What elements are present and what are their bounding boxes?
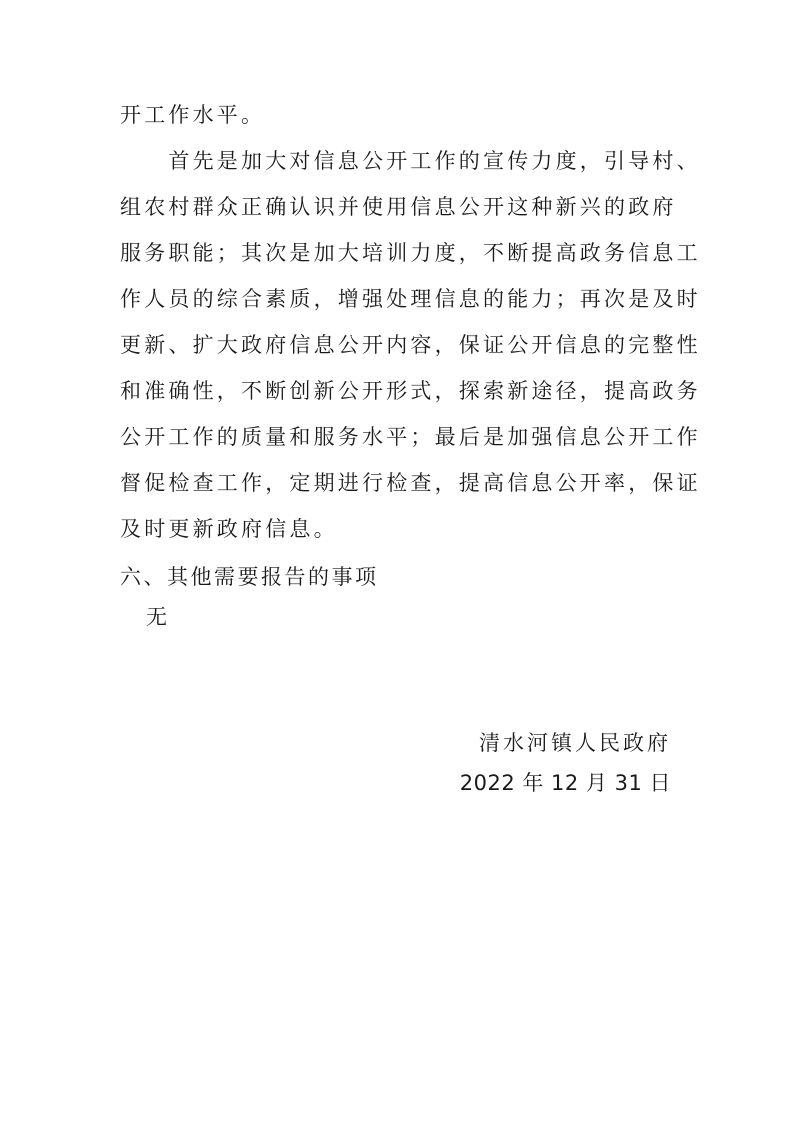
paragraph-line: 组农村群众正确认识并使用信息公开这种新兴的政府 [120,195,677,219]
section-content: 无 [146,605,171,629]
signature-date: 2022 年 12 月 31 日 [459,771,671,795]
paragraph-line: 更新、扩大政府信息公开内容，保证公开信息的完整性 [120,333,701,357]
paragraph-line: 开工作水平。 [120,103,266,127]
section-heading: 六、其他需要报告的事项 [120,565,379,589]
paragraph-line: 服务职能；其次是加大培训力度，不断提高政务信息工 [120,241,701,265]
paragraph-line: 首先是加大对信息公开工作的宣传力度，引导村、 [120,149,701,173]
paragraph-line: 作人员的综合素质，增强处理信息的能力；再次是及时 [120,287,701,311]
paragraph-line: 及时更新政府信息。 [120,517,338,541]
paragraph-line: 和准确性，不断创新公开形式，探索新途径，提高政务 [120,379,701,403]
paragraph-line: 公开工作的质量和服务水平；最后是加强信息公开工作 [120,425,701,449]
signature-organization: 清水河镇人民政府 [479,731,671,755]
paragraph-line: 督促检查工作，定期进行检查，提高信息公开率，保证 [120,471,701,495]
